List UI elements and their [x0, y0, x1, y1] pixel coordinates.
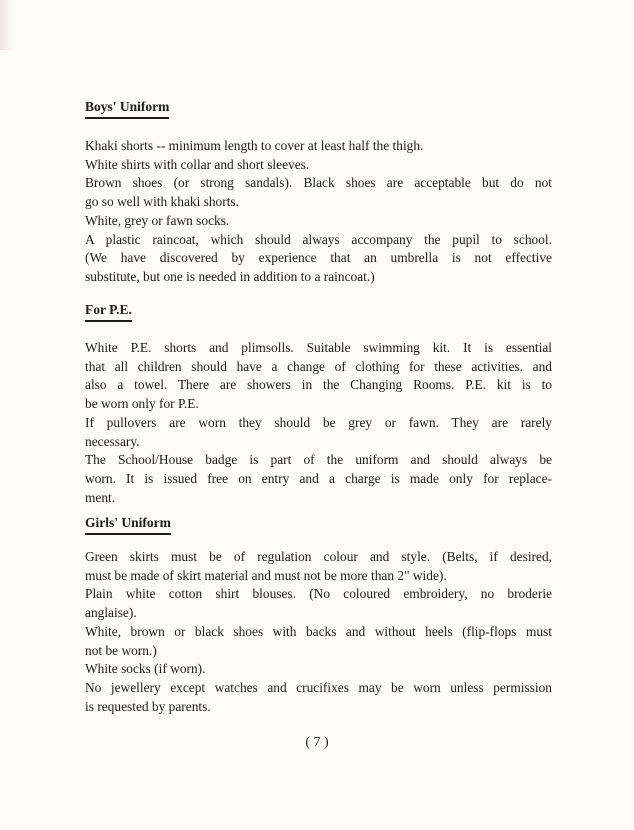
text-line: also a towel. There are showers in the Changing Rooms. P.E. kit is to: [85, 377, 552, 393]
boys-uniform-heading: Boys' Uniform: [85, 99, 169, 119]
text-line: No jewellery except watches and crucifixes may be worn unless permission: [85, 679, 552, 695]
text-line: White P.E. shorts and plimsolls. Suitable swimming kit. It is essential: [85, 340, 552, 355]
boys-uniform-text: [85, 137, 552, 287]
text-line: anglaise).: [85, 605, 137, 621]
text-line: (We have discovered by experience that an umbrella is not effective: [85, 250, 552, 266]
page-number: ( 7 ): [305, 735, 329, 750]
text-line: necessary.: [85, 433, 140, 449]
text-line: ment.: [85, 489, 116, 505]
text-line: not be worn.): [85, 642, 157, 658]
text-line: White socks (if worn).: [85, 661, 206, 677]
text-line: Brown shoes (or strong sandals). Black shoes are acceptable but do not: [85, 175, 552, 191]
text-line: substitute, but one is needed in addition to a raincoat.): [85, 268, 375, 284]
text-line: Khaki shorts -- minimum length to cover at least half the thigh.: [85, 138, 424, 153]
text-line: White, brown or black shoes with backs and without heels (flip-flops must: [85, 623, 552, 639]
text-line: be worn only for P.E.: [85, 396, 199, 412]
text-line: A plastic raincoat, which should always accompany the pupil to school.: [85, 231, 552, 247]
pe-text: [85, 339, 552, 507]
text-line: go so well with khaki shorts.: [85, 194, 239, 210]
girls-uniform-heading: Girls' Uniform: [85, 515, 171, 535]
text-line: White, grey or fawn socks.: [85, 212, 230, 228]
text-line: Plain white cotton shirt blouses. (No coloured embroidery, no broderie: [85, 586, 552, 602]
text-line: must be made of skirt material and must not be more than 2" wide).: [85, 567, 447, 583]
text-line: is requested by parents.: [85, 698, 211, 714]
text-line: The School/House badge is part of the uniform and should always be: [85, 452, 552, 468]
text-line: If pullovers are worn they should be grey or fawn. They are rarely: [85, 414, 552, 430]
text-line: White shirts with collar and short sleeves.: [85, 156, 310, 172]
page-edge-mark: [0, 0, 14, 50]
text-line: worn. It is issued free on entry and a charge is made only for replace-: [85, 470, 552, 486]
text-line: Green skirts must be of regulation colour and style. (Belts, if desired,: [85, 549, 552, 564]
girls-uniform-text: [85, 548, 552, 716]
text-line: that all children should have a change of clothing for these activities. and: [85, 358, 552, 374]
pe-heading: For P.E.: [85, 302, 132, 322]
